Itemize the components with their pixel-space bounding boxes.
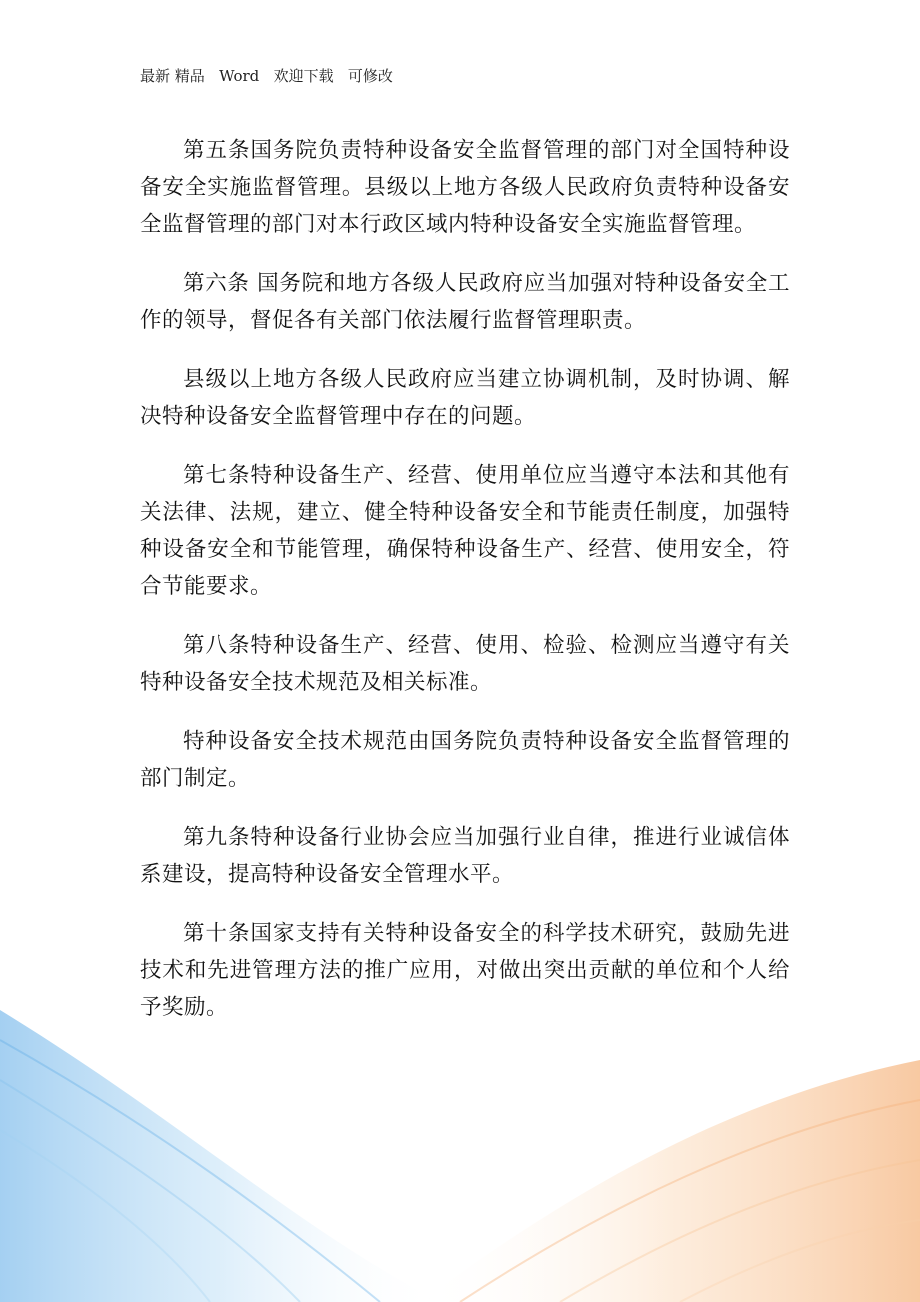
paragraph-article-8: 第八条特种设备生产、经营、使用、检验、检测应当遵守有关特种设备安全技术规范及相关标准。	[140, 633, 790, 695]
paragraph-article-6: 第六条 国务院和地方各级人民政府应当加强对特种设备安全工作的领导，督促各有关部门依法履行监督管理职责。	[140, 271, 790, 333]
paragraph-article-9: 第九条特种设备行业协会应当加强行业自律，推进行业诚信体系建设，提高特种设备安全管理水平。	[140, 825, 790, 887]
page-header: 最新 精品 Word 欢迎下载 可修改	[140, 67, 393, 85]
paragraph-article-5: 第五条国务院负责特种设备安全监督管理的部门对全国特种设备安全实施监督管理。县级以上地方各级人民政府负责特种设备安全监督管理的部门对本行政区域内特种设备安全实施监督管理。	[140, 138, 790, 237]
orange-wave-shape	[420, 1060, 920, 1302]
paragraph-article-6-coordination: 县级以上地方各级人民政府应当建立协调机制，及时协调、解决特种设备安全监督管理中存在的问题。	[140, 367, 790, 429]
paragraph-article-8-technical-spec: 特种设备安全技术规范由国务院负责特种设备安全监督管理的部门制定。	[140, 729, 790, 791]
document-body	[140, 132, 790, 1048]
blue-wave-shape	[0, 1010, 440, 1302]
paragraph-article-7: 第七条特种设备生产、经营、使用单位应当遵守本法和其他有关法律、法规，建立、健全特种设备安全和节能责任制度，加强特种设备安全和节能管理，确保特种设备生产、经营、使用安全，符合节能要求。	[140, 463, 790, 599]
paragraph-article-10: 第十条国家支持有关特种设备安全的科学技术研究，鼓励先进技术和先进管理方法的推广应用，对做出突出贡献的单位和个人给予奖励。	[140, 921, 790, 1020]
